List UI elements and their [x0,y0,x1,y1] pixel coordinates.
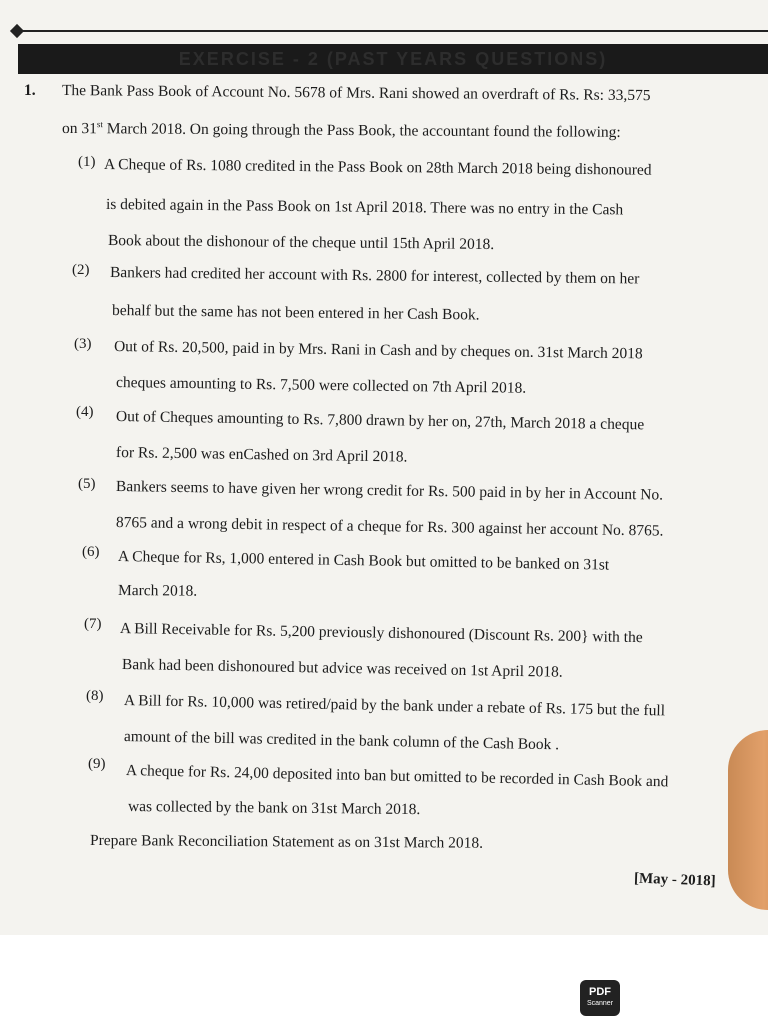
item-4-line-2: for Rs. 2,500 was enCashed on 3rd April 2018. [115,444,408,466]
item-8-line-2: amount of the bill was credited in the bank column of the Cash Book . [123,728,560,754]
intro-line-2-sup: st [96,119,103,130]
intro-line-2 [62,120,621,142]
item-2-line-2: behalf but the same has not been entered in her Cash Book. [111,302,480,324]
item-1-line-3: Book about the dishonour of the cheque until 15th April 2018. [107,232,495,254]
pdf-scanner-logo [580,980,620,1016]
item-7-line-2: Bank had been dishonoured but advice was received on 1st April 2018. [121,656,563,681]
section-heading: EXERCISE - 2 (PAST YEARS QUESTIONS) [18,44,768,74]
item-7-line-1: A Bill Receivable for Rs. 5,200 previously dishonoured (Discount Rs. 200} with the [119,620,643,647]
item-8-line-1: A Bill for Rs. 10,000 was retired/paid by the bank under a rebate of Rs. 175 but the full [123,692,666,720]
item-2-line-1: Bankers had credited her account with Rs. 2800 for interest, collected by them on her [109,264,640,288]
item-8-number: (8) [86,688,104,704]
item-5-number: (5) [78,476,96,492]
item-7-number: (7) [84,616,102,632]
instruction: Prepare Bank Reconciliation Statement as on 31st March 2018. [89,832,484,852]
item-1-number: (1) [78,154,96,170]
item-6-line-1: A Cheque for Rs, 1,000 entered in Cash Book but omitted to be banked on 31st [117,548,610,574]
item-9-line-2: was collected by the bank on 31st March 2018. [127,798,421,819]
item-5-line-1: Bankers seems to have given her wrong credit for Rs. 500 paid in by her in Account No. [115,478,664,504]
item-3-number: (3) [74,336,92,352]
item-9-number: (9) [88,756,106,772]
thumb-image [728,730,768,910]
intro-line-1: The Bank Pass Book of Account No. 5678 of Mrs. Rani showed an overdraft of Rs. Rs: 33,575 [61,82,651,105]
top-rule [18,30,768,32]
item-1-line-2: is debited again in the Pass Book on 1st April 2018. There was no entry in the Cash [105,196,624,219]
intro-line-2-a: on 31 [61,120,97,138]
item-1-line-1: A Cheque of Rs. 1080 credited in the Pass Book on 28th March 2018 being dishonoured [103,156,652,179]
item-4-number: (4) [76,404,94,420]
item-4-line-1: Out of Cheques amounting to Rs. 7,800 drawn by her on, 27th, March 2018 a cheque [115,408,645,434]
item-3-line-1: Out of Rs. 20,500, paid in by Mrs. Rani in Cash and by cheques on. 31st March 2018 [113,338,643,363]
intro-line-2-b: March 2018. On going through the Pass Book, the accountant found the following: [102,120,621,141]
exam-tag: [May - 2018] [633,870,716,890]
item-2-number: (2) [72,262,90,278]
item-9-line-1: A cheque for Rs. 24,00 deposited into ban but omitted to be recorded in Cash Book and [125,762,669,791]
item-6-number: (6) [82,544,100,560]
item-5-line-2: 8765 and a wrong debit in respect of a cheque for Rs. 300 against her account No. 8765. [115,514,664,540]
item-6-line-2: March 2018. [117,582,198,600]
item-3-line-2: cheques amounting to Rs. 7,500 were collected on 7th April 2018. [115,374,527,397]
logo-line-2: Scanner [586,1000,614,1007]
logo-line-1: PDF [589,986,611,998]
question-number: 1. [24,82,36,99]
